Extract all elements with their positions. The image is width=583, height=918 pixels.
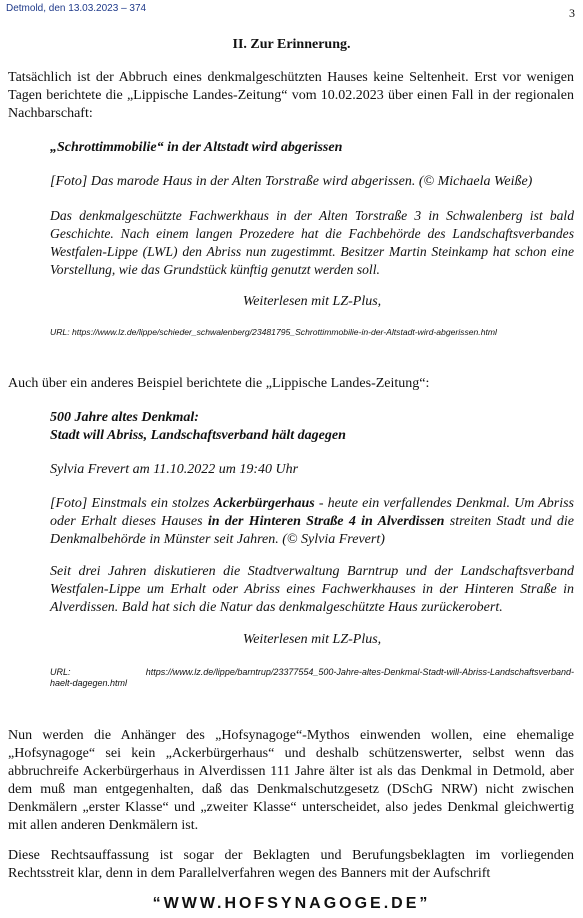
quote2-photo-text-3: streiten Stadt und die Denkmalbehörde in Münster seit Jahren. (© Sylvia Frevert) (50, 514, 575, 547)
intro-paragraph: Tatsächlich ist der Abbruch eines denkmalgeschützten Hauses keine Seltenheit. Erst vor wenigen Tagen berichtete die „Lippische Landes-Zeitung“ vom 10.02.2023 über einen Fall in der regionalen Nachbarschaft: (8, 70, 574, 121)
quote1-url: URL: https://www.lz.de/lippe/schieder_schwalenberg/23481795_Schrottimmobilie-in-der-Altstadt-wird-abgerissen.html (50, 327, 497, 337)
quote2-byline: Sylvia Frevert am 11.10.2022 um 19:40 Uhr (50, 462, 299, 477)
paragraph-3: Nun werden die Anhänger des „Hofsynagoge“-Mythos einwenden wollen, eine ehemalige „Hofsynagoge“ sei kein „Ackerbürgerhaus“ und deshalb schützenswerter, selbst wenn das abbruchreife Ackerbürgerhaus in Alverdissen 111 Jahre älter ist als das Denkmal in Detmold, aber dem muß man entgegenhalten, daß das Denkmalschutzgesetz (DSchG NRW) nicht zwischen Denkmälern „erster Klasse“ und „zweiter Klasse“ unterscheidet, also jedes Denkmal gleichwertig mit allen anderen Denkmälern ist. (8, 728, 574, 833)
section-title: II. Zur Erinnerung. (232, 37, 351, 52)
quote2-headline-line1: 500 Jahre altes Denkmal: (50, 410, 199, 425)
mid-paragraph: Auch über ein anderes Beispiel berichtete die „Lippische Landes-Zeitung“: (8, 376, 430, 391)
paragraph-4: Diese Rechtsauffassung ist sogar der Beklagten und Berufungsbeklagten im vorliegenden Rechtsstreit klar, denn in dem Parallelverfahren wegen des Banners mit der Aufschrift (8, 848, 574, 881)
quote1-body: Das denkmalgeschützte Fachwerkhaus in der Alten Torstraße 3 in Schwalenberg ist bald Geschichte. Nach einem langen Prozedere hat die Fachbehörde des Landschaftsverbandes Westfalen-Lippe (LWL) den Abriss nun zugestimmt. Besitzer Martin Steinkamp hat schon eine Vorstellung, wie das Grundstück künftig genutzt werden soll. (50, 208, 574, 277)
quote1-photo-caption: [Foto] Das marode Haus in der Alten Torstraße wird abgerissen. (© Michaela Weiße) (50, 174, 533, 189)
quote2-headline-line2: Stadt will Abriss, Landschaftsverband hält dagegen (50, 428, 346, 443)
quote1-read-more: Weiterlesen mit LZ-Plus, (242, 294, 382, 309)
quote2-url-line1 (50, 667, 574, 678)
quote2-photo-text-1: [Foto] Einstmals ein stolzes (50, 496, 214, 511)
quote2-read-more: Weiterlesen mit LZ-Plus, (242, 632, 382, 647)
footer-website: “WWW.HOFSYNAGOGE.DE” (152, 895, 431, 912)
quote2-photo-text-2: - heute ein verfallendes Denkmal. Um Abriss oder Erhalt dieses Hauses (50, 496, 574, 529)
quote2-body: Seit drei Jahren diskutieren die Stadtverwaltung Barntrup und der Landschaftsverband Westfalen-Lippe um Erhalt oder Abriss eines Fachwerkhauses in der Hinteren Straße in Alverdissen. Bald hat sich die Natur das denkmalgeschützte Haus zurückerobert. (50, 564, 574, 615)
quote2-url-line2: haelt-dagegen.html (50, 678, 128, 688)
page-number: 3 (569, 6, 575, 20)
quote2-photo-bold-2: in der Hinteren Straße 4 in Alverdissen (207, 514, 445, 529)
quote2-photo-caption (50, 495, 574, 549)
quote2-photo-bold-1: Ackerbürgerhaus (213, 496, 315, 511)
header-place-date: Detmold, den 13.03.2023 – 374 (6, 3, 147, 14)
quote2-url-text: https://www.lz.de/lippe/barntrup/23377554_500-Jahre-altes-Denkmal-Stadt-will-Abriss-Landschaftsverband- (145, 667, 574, 677)
quote1-headline: „Schrottimmobilie“ in der Altstadt wird abgerissen (50, 140, 343, 155)
quote2-url-label: URL: (50, 667, 71, 677)
